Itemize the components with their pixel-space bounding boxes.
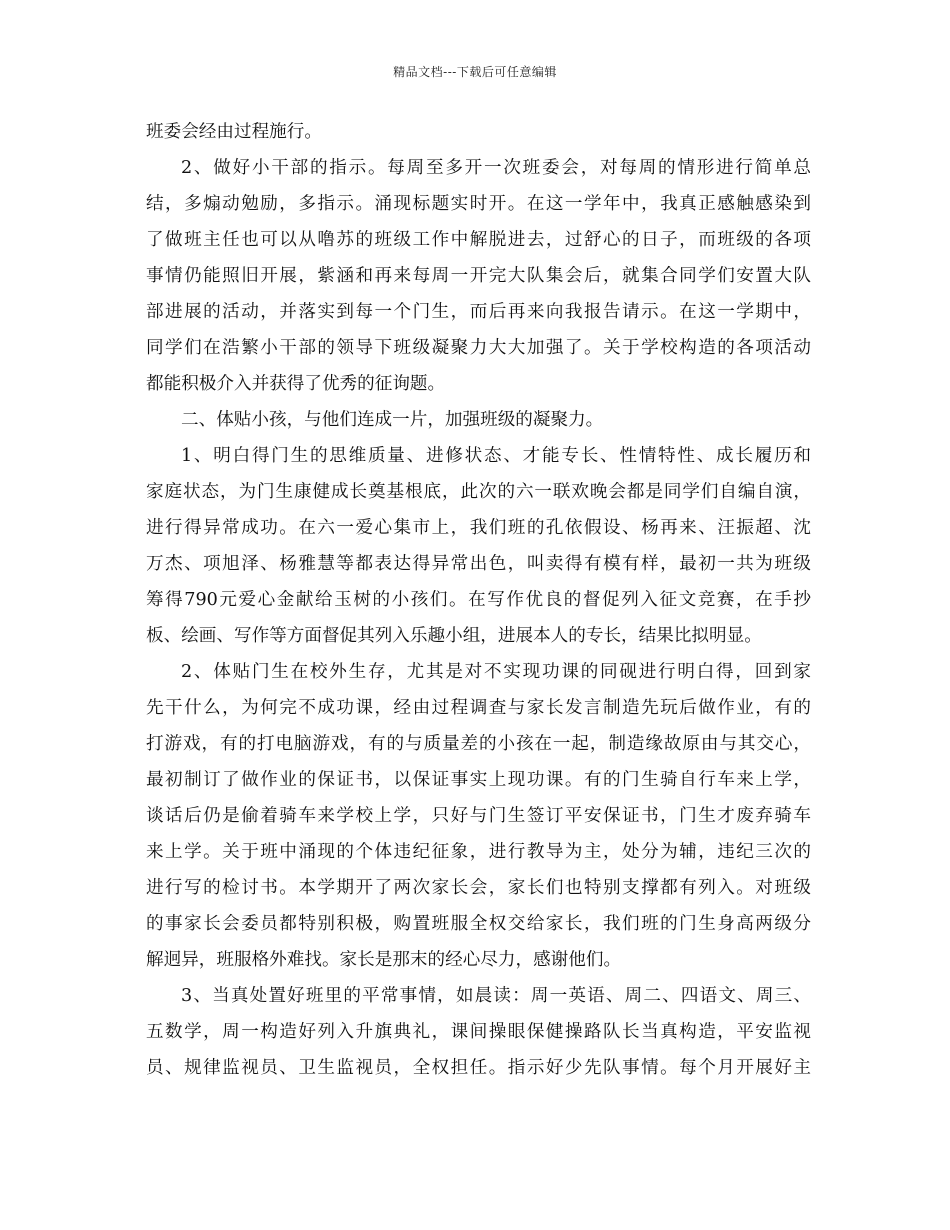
text-line: 最初制订了做作业的保证书，以保证事实上现功课。有的门生骑自行车来上学， — [146, 770, 811, 790]
text-line: 五数学，周一构造好列入升旗典礼，课间操眼保健操路队长当真构造，平安监视 — [146, 1022, 811, 1042]
paragraph — [146, 978, 811, 1086]
text-line: 都能积极介入并获得了优秀的征询题。 — [146, 374, 446, 394]
text-line: 员、规律监视员、卫生监视员，全权担任。指示好少先队事情。每个月开展好主 — [146, 1058, 811, 1078]
text-line: 2、体贴门生在校外生存，尤其是对不实现功课的同砚进行明白得，回到家 — [181, 662, 811, 682]
text-line: 1、明白得门生的思维质量、进修状态、才能专长、性情特性、成长履历和 — [181, 446, 811, 466]
paragraph — [146, 114, 811, 150]
paragraph — [146, 150, 811, 402]
text-line: 3、当真处置好班里的平常事情，如晨读：周一英语、周二、四语文、周三、 — [181, 986, 811, 1006]
text-line: 2、做好小干部的指示。每周至多开一次班委会，对每周的情形进行简单总 — [181, 158, 811, 178]
paragraph — [146, 654, 811, 978]
text-line: 进行得异常成功。在六一爱心集市上，我们班的孔依假设、杨再来、汪振超、沈 — [146, 518, 811, 538]
text-line: 事情仍能照旧开展，紫涵和再来每周一开完大队集会后，就集合同学们安置大队 — [146, 266, 811, 286]
text-line: 板、绘画、写作等方面督促其列入乐趣小组，进展本人的专长，结果比拟明显。 — [146, 626, 762, 646]
text-line: 家庭状态，为门生康健成长奠基根底，此次的六一联欢晚会都是同学们自编自演， — [146, 482, 811, 502]
text-line: 二、体贴小孩，与他们连成一片，加强班级的凝聚力。 — [181, 410, 604, 430]
text-line: 了做班主任也可以从噜苏的班级工作中解脱进去，过舒心的日子，而班级的各项 — [146, 230, 811, 250]
paragraph — [146, 438, 811, 654]
page-header: 精品文档---下载后可任意编辑 — [393, 65, 557, 79]
text-line: 班委会经由过程施行。 — [146, 122, 322, 142]
text-line: 解迥异，班服格外难找。家长是那末的经心尽力，感谢他们。 — [146, 950, 622, 970]
text-line: 打游戏，有的打电脑游戏，有的与质量差的小孩在一起，制造缘故原由与其交心， — [146, 734, 811, 754]
text-line: 来上学。关于班中涌现的个体违纪征象，进行教导为主，处分为辅，违纪三次的 — [146, 842, 811, 862]
text-line: 进行写的检讨书。本学期开了两次家长会，家长们也特别支撑都有列入。对班级 — [146, 878, 811, 898]
paragraph — [146, 402, 811, 438]
text-line: 谈话后仍是偷着骑车来学校上学，只好与门生签订平安保证书，门生才废弃骑车 — [146, 806, 811, 826]
text-line: 结，多煽动勉励，多指示。涌现标题实时开。在这一学年中，我真正感触感染到 — [146, 194, 811, 214]
text-line: 先干什么，为何完不成功课，经由过程调查与家长发言制造先玩后做作业，有的 — [146, 698, 811, 718]
text-line: 筹得790元爱心金献给玉树的小孩们。在写作优良的督促列入征文竞赛，在手抄 — [146, 590, 811, 610]
document-body — [146, 114, 811, 1086]
text-line: 的事家长会委员都特别积极，购置班服全权交给家长，我们班的门生身高两级分 — [146, 914, 811, 934]
text-line: 同学们在浩繁小干部的领导下班级凝聚力大大加强了。关于学校构造的各项活动 — [146, 338, 811, 358]
text-line: 万杰、项旭泽、杨雅慧等都表达得异常出色，叫卖得有模有样，最初一共为班级 — [146, 554, 811, 574]
text-line: 部进展的活动，并落实到每一个门生，而后再来向我报告请示。在这一学期中， — [146, 302, 811, 322]
